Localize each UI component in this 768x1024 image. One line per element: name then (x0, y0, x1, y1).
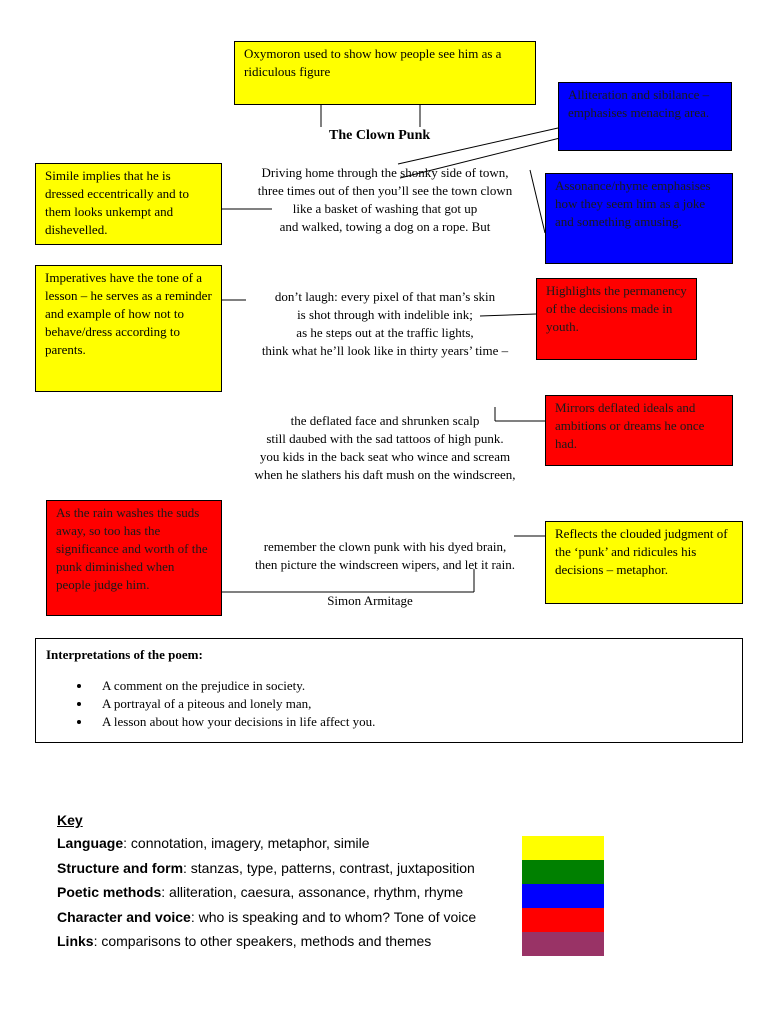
interpretations-heading: Interpretations of the poem: (46, 647, 203, 662)
annotation-oxymoron (234, 41, 536, 105)
poem-line: you kids in the back seat who wince and scream (259, 449, 511, 464)
key-row-poetic-methods (57, 880, 476, 905)
poem-line: think what he’ll look like in thirty years’ time – (261, 343, 509, 358)
list-item: • A lesson about how your decisions in life affect you. (92, 713, 732, 731)
key-description: : who is speaking and to whom? Tone of voice (190, 908, 477, 925)
key-row-structure (57, 856, 476, 881)
annotation-mirrors-text: Mirrors deflated ideals and ambitions or dreams he once had. (555, 400, 705, 451)
key-label: Structure and form (57, 859, 184, 876)
poem-line: Driving home through the shonky side of town, (261, 165, 509, 180)
key-label: Character and voice (57, 908, 191, 925)
poem-line: and walked, towing a dog on a rope. But (279, 219, 491, 234)
key-description: : comparisons to other speakers, methods and themes (93, 933, 432, 949)
poem-line: don’t laugh: every pixel of that man’s skin (274, 289, 496, 304)
key-description: : stanzas, type, patterns, contrast, juxtaposition (183, 859, 475, 876)
poem-line: is shot through with indelible ink; (297, 307, 473, 322)
poem-line: when he slathers his daft mush on the windscreen, (254, 467, 516, 482)
key-row-character (57, 905, 476, 930)
poem-line: as he steps out at the traffic lights, (296, 325, 474, 340)
key-swatch-links (522, 932, 604, 956)
key-swatch-structure (522, 860, 604, 884)
list-item: • A portrayal of a piteous and lonely man, (92, 695, 732, 713)
poem-line: the deflated face and shrunken scalp (290, 413, 480, 428)
poem-line: like a basket of washing that got up (292, 201, 478, 216)
poem-title: The Clown Punk (329, 128, 431, 143)
annotation-mirrors (545, 395, 733, 466)
key-label: Poetic methods (57, 884, 162, 900)
key-swatch-poetic-methods (522, 884, 604, 908)
poem-line: three times out of then you’ll see the town clown (257, 183, 513, 198)
annotation-imperatives-text: Imperatives have the tone of a lesson – he serves as a reminder and example of how not to behave/dress according to parents. (45, 270, 212, 357)
key-swatch-language (522, 836, 604, 860)
annotation-assonance-text: Assonance/rhyme emphasises how they seem him as a joke and something amusing. (555, 178, 711, 229)
annotation-permanency-text: Highlights the permanency of the decisions made in youth. (546, 283, 687, 334)
interpretations-list (46, 677, 732, 731)
key-swatch-character (522, 908, 604, 932)
annotation-imperatives (35, 265, 222, 392)
annotation-simile (35, 163, 222, 245)
key-label: Language (57, 835, 124, 851)
key-description: : alliteration, caesura, assonance, rhythm, rhyme (161, 884, 464, 900)
poem-line: then picture the windscreen wipers, and let it rain. (255, 557, 515, 572)
poem-line: remember the clown punk with his dyed brain, (263, 539, 507, 554)
annotation-assonance (545, 173, 733, 264)
key-label: Links (57, 933, 94, 949)
annotation-rain (46, 500, 222, 616)
annotation-clouded-text: Reflects the clouded judgment of the ‘punk’ and ridicules his decisions – metaphor. (555, 526, 728, 577)
interpretations-box (35, 638, 743, 743)
annotation-clouded (545, 521, 743, 604)
annotation-rain-text: As the rain washes the suds away, so too has the significance and worth of the punk diminished when people judge him. (56, 505, 208, 592)
poem-author: Simon Armitage (327, 593, 413, 608)
annotation-oxymoron-text: Oxymoron used to show how people see him as a ridiculous figure (244, 46, 502, 79)
poem-line: still daubed with the sad tattoos of high punk. (266, 431, 504, 446)
key-title: Key (57, 812, 83, 828)
colour-key (57, 812, 476, 954)
list-item: • A comment on the prejudice in society. (92, 677, 732, 695)
annotation-permanency (536, 278, 697, 360)
annotation-alliteration-text: Alliteration and sibilance – emphasises menacing area. (568, 87, 710, 120)
key-row-links (57, 929, 476, 954)
key-description: : connotation, imagery, metaphor, simile (123, 835, 370, 851)
key-row-language (57, 831, 476, 856)
annotation-alliteration (558, 82, 732, 151)
annotation-simile-text: Simile implies that he is dressed eccentrically and to them looks unkempt and dishevelled. (45, 168, 190, 237)
